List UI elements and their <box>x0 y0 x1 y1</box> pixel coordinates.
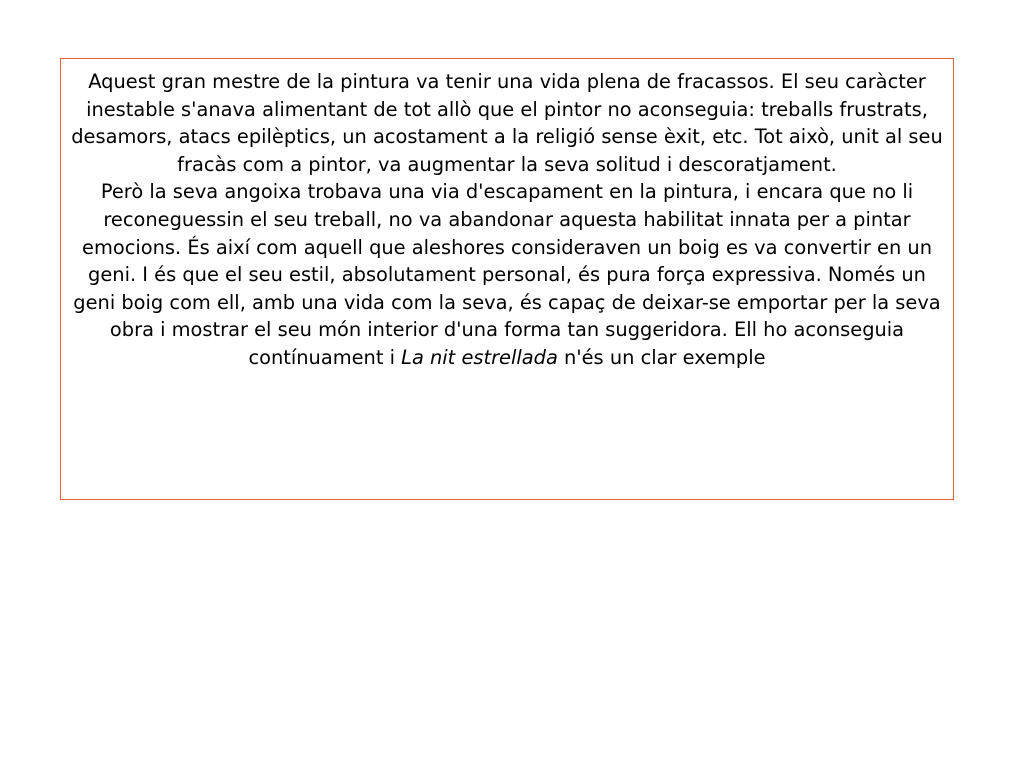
text-box <box>60 58 954 500</box>
paragraph-text-before: Però la seva angoixa trobava una via d'escapament en la pintura, i encara que no li reconeguessin el seu treball, no va abandonar aquesta habilitat innata per a pintar emocions. És així com aquell que aleshores consideraven un boig es va convertir en un geni. I és que el seu estil, absolutament personal, és pura força expressiva. Només un geni boig com ell, amb una vida com la seva, és capaç de deixar-se emportar per la seva obra i mostrar el seu món interior d'una forma tan suggeridora. Ell ho aconseguia contínuament i <box>73 180 941 369</box>
paragraph-anguish-genius <box>67 178 947 371</box>
paragraph-life-failures: Aquest gran mestre de la pintura va tenir una vida plena de fracassos. El seu caràcter inestable s'anava alimentant de tot allò que el pintor no aconseguia: treballs frustrats, desamors, atacs epilèptics, un acostament a la religió sense èxit, etc. Tot això, unit al seu fracàs com a pintor, va augmentar la seva solitud i descoratjament. <box>71 70 943 176</box>
paragraph-text-after: n'és un clar exemple <box>557 345 766 369</box>
artwork-title: La nit estrellada <box>401 345 558 369</box>
